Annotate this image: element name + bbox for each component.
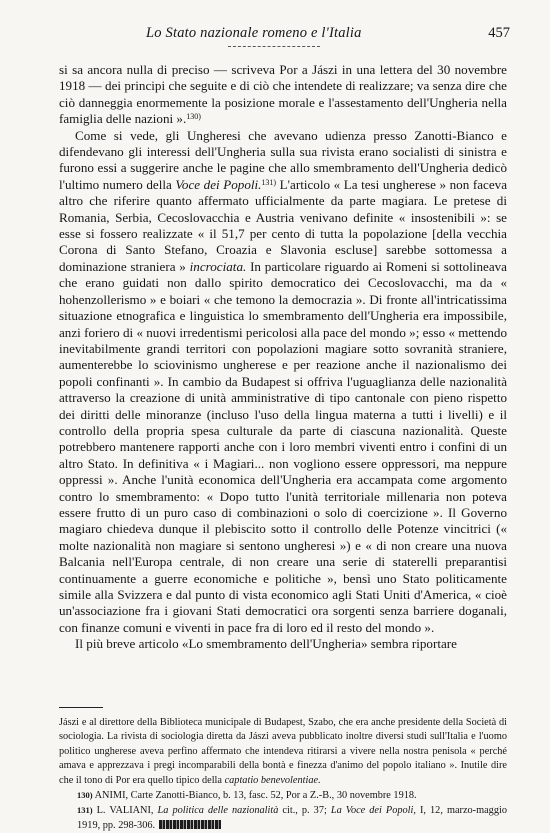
footnote xyxy=(59,788,507,803)
paragraph xyxy=(59,636,507,652)
text-run: I, 12, marzo-maggio 1919, pp. 298-306. xyxy=(77,805,507,831)
footnote-reference: 130) xyxy=(186,112,201,122)
footnote-reference: 131) xyxy=(261,177,277,187)
italic-text: La politica delle nazionalità xyxy=(157,805,279,817)
footnote-continuation xyxy=(59,716,507,788)
page-number: 457 xyxy=(488,25,510,41)
library-stamp xyxy=(159,820,221,829)
text-run: Come si vede, gli Ungheresi che avevano udienza presso Zanotti-Bianco e difendevano gli interessi dell'Ungheria sulla sua rivista erano socialisti di sinistra e furono essi a suggerire anche le pagine che allo smembramento dell'Ungheria dedicò l'ultimo numero della xyxy=(59,127,507,192)
footnote xyxy=(59,803,507,833)
footnotes xyxy=(59,716,507,833)
paragraph xyxy=(59,128,507,637)
body-text xyxy=(59,62,507,653)
paragraph xyxy=(59,62,507,128)
header-rule xyxy=(228,46,320,47)
footnote-number: 131) xyxy=(77,805,93,816)
text-run: Jászi e al direttore della Biblioteca municipale di Budapest, Szabo, che era anche presidente della Società di sociologia. La rivista di sociologia diretta da Jászi aveva pubblicato inoltre diversi studi sull'Italia e l'uomo politico ungherese aveva perfino affermato che intendeva ritirarsi a vivere nella nostra penisola « perché amava e apprezzava i pregi incomparabili della bontà e finezza d'animo del popolo italiano ». Inutile dire che il tono di Por era quello tipico della xyxy=(59,717,507,786)
italic-text: Voce dei Popoli. xyxy=(175,176,262,192)
italic-text: captatio benevolentiae. xyxy=(224,774,321,786)
text-run: In particolare riguardo ai Romeni si sottolineava che erano guidati non dallo spirito democratico dei Cecoslovacchi, ma da « hohenzollerismo » e boiari « che temono la democrazia ». Di fronte all'intricatissima situazione etnografica e linguistica lo smembramento dell'Ungheria era impossibile, anzi foriero di « nuovi irredentismi pericolosi alla pace del mondo »; esso « mettendo inevitabilmente grandi territori con popolazioni magiare sotto sovranità straniere, aumenterebbe lo sciovinismo ungherese e per reazione anche il nazionalismo dei popoli confinanti ». In cambio da Budapest si offriva l'uguaglianza delle nazionalità attraverso la creazione di unità amministrative di tipo cantonale con pieno rispetto dei diritti delle minoranze (incluso l'uso della lingua materna a tutti i livelli) e il controllo della propria spesa culturale da parte di ciascuna nazionalità. Queste potrebbero mantenere rapporti anche con i loro membri viventi entro i confini di un altro Stato. In definitiva « i Magiari... non vogliono essere oppressori, ma neppure oppressi ». Anche l'unità economica dell'Ungheria era accampata come argomento contro lo smembramento: « Dopo tutto l'unità territoriale millenaria non poteva essere frutto di un puro caso di combinazioni o solo di coercizione ». Il Governo magiaro chiedeva dunque il plebiscito sotto il controllo delle Potenze vincitrici (« molte nazionalità non magiare si sentono ungheresi ») e « di non creare una nuova Balcania nell'Europa centrale, di non creare una serie di staterelli preparantisi continuamente a guerre economiche e politiche », bensì uno Stato politicamente simile alla Svizzera e dal punto di vista economico agli Stati Uniti d'America, « cioè un'associazione fra i giovani Stati democratici ora sorgenti senza barriere doganali, con finanze comuni e viventi in pace fra di loro ed il resto del mondo ». xyxy=(59,258,507,635)
text-run: ANIMI, Carte Zanotti-Bianco, b. 13, fasc. 52, Por a Z.-B., 30 novembre 1918. xyxy=(94,790,417,802)
italic-text: incrociata. xyxy=(189,258,247,274)
text-run: cit., p. 37; xyxy=(278,805,331,817)
footnote-number: 130) xyxy=(77,790,93,801)
page-header xyxy=(60,22,510,44)
footnote-rule xyxy=(59,707,103,708)
text-run: si sa ancora nulla di preciso — scriveva Por a Jászi in una lettera del 30 novembre 1918 — dei principi che seguite e di ciò che intendete di realizzare; va senza dire che ciò danneggia enormemente la posizione morale e l'assestamento dell'Ungheria nella famiglia delle nazioni ». xyxy=(59,62,507,127)
text-run: L'articolo « La tesi ungherese » non faceva altro che riferire quanto affermato ufficialmente da parte magiara. Le pretese di Romania, Serbia, Cecoslovacchia e Austria venivano definite « insostenibili »: se esse si fossero realizzate « il 51,7 per cento di tutta la popolazione [della vecchia Corona di Santo Stefano, Croazia e Slavonia escluse] sarebbe sottomessa a dominazione straniera » xyxy=(59,176,508,274)
italic-text: La Voce dei Popoli, xyxy=(330,805,416,817)
running-title: Lo Stato nazionale romeno e l'Italia xyxy=(146,25,362,41)
text-run: Il più breve articolo «Lo smembramento dell'Ungheria» sembra riportare xyxy=(75,636,457,652)
text-run: L. VALIANI, xyxy=(96,805,158,817)
